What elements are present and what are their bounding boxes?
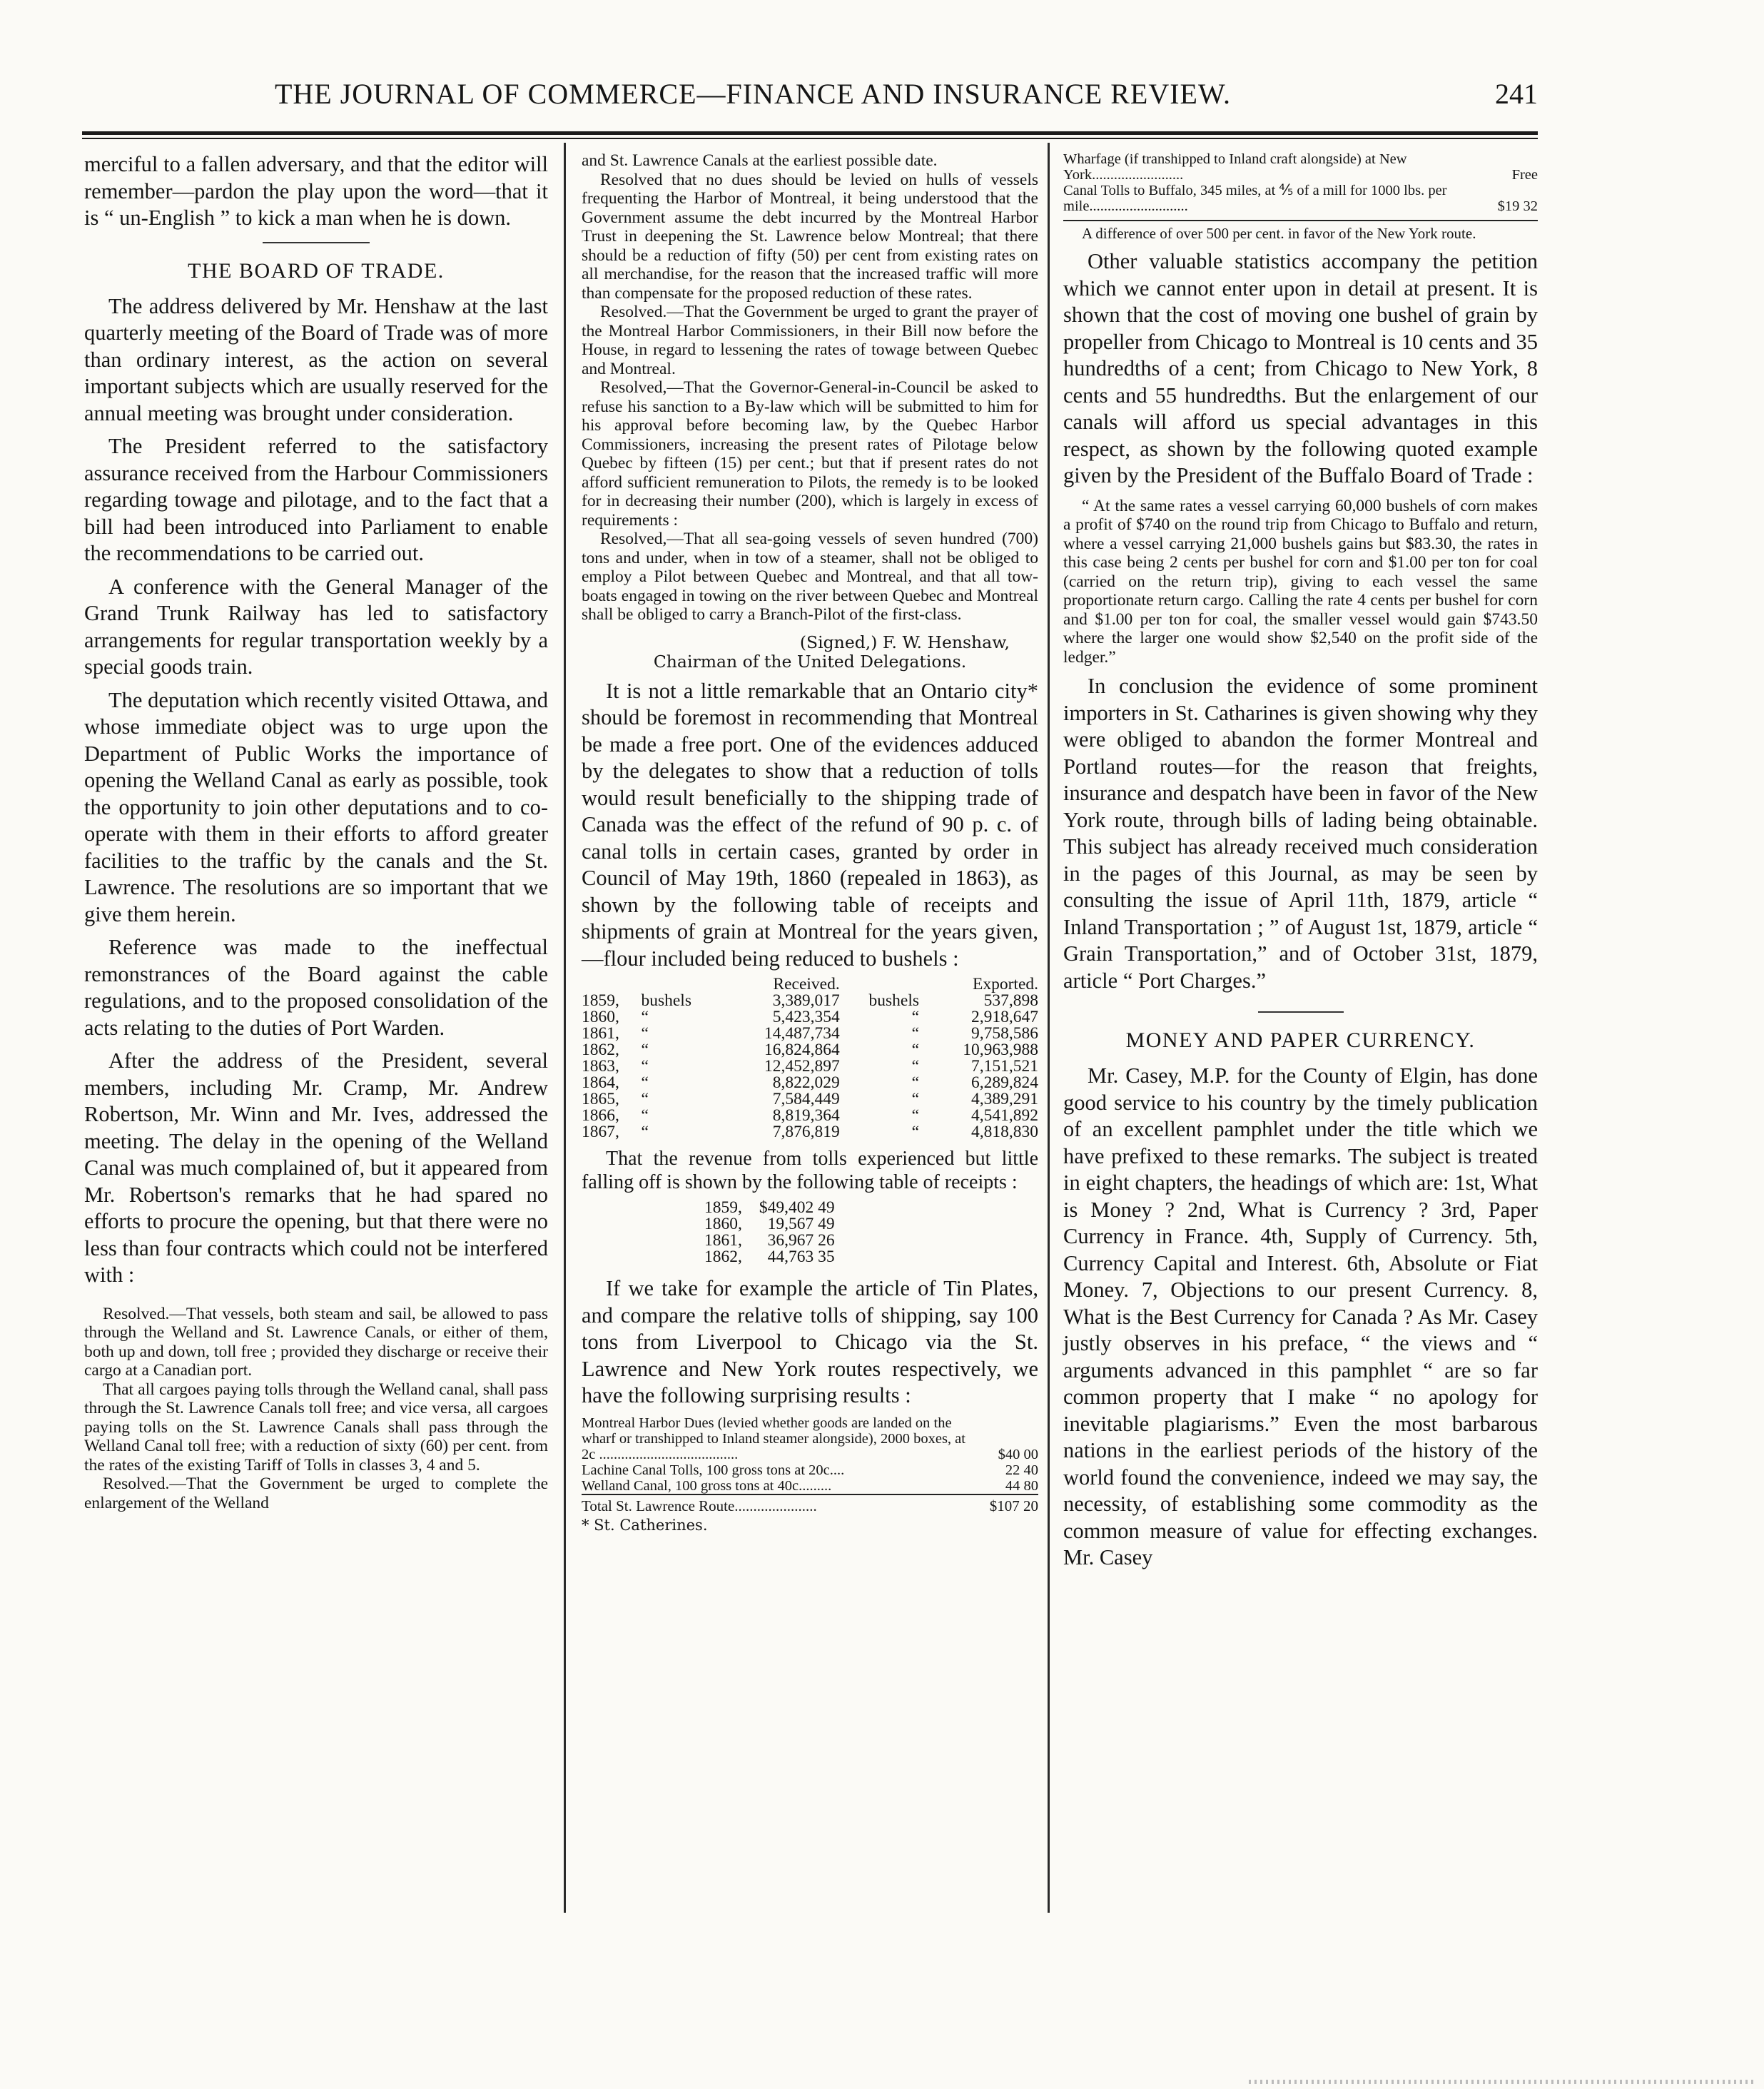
total-amount: $107 20 [974, 1494, 1038, 1514]
section-heading-board-of-trade: THE BOARD OF TRADE. [188, 258, 445, 283]
table-cell-amount: 44,763 35 [767, 1248, 835, 1266]
table-row [582, 1124, 1038, 1140]
table-cell-unit: “ [641, 1090, 649, 1108]
table-cell-unit2: “ [911, 1106, 920, 1125]
table-cell-unit: “ [641, 1073, 649, 1092]
table-cell-exported: 6,289,824 [971, 1073, 1038, 1092]
exported-header: Exported. [972, 975, 1038, 993]
table-row [696, 1200, 843, 1216]
table-cell-unit2: “ [911, 1073, 920, 1092]
column-divider-1 [564, 143, 566, 1913]
intro-paragraph: merciful to a fallen adversary, and that the editor will remember—pardon the play upon the word—that it is “ un-English ” to kick a man when he is down. [84, 152, 548, 230]
table-cell-year: 1864, [582, 1073, 619, 1092]
table-cell-amount: Free [1511, 167, 1538, 183]
table-cell-received: 12,452,897 [764, 1057, 840, 1076]
table-cell-amount: 19,567 49 [767, 1215, 835, 1233]
resolution: That all cargoes paying tolls through the Welland canal, shall pass through the St. Lawrence Canals toll free; and vice versa, all cargoes paying tolls on the St. Lawrence Canals shall pass through the Welland Canal toll free; with a reduction of sixty (60) per cent. from the rates of the existing Tariff of Tolls in classes 3, 4 and 5. [84, 1380, 548, 1475]
table-cell-item: Montreal Harbor Dues (levied whether goods are landed on the wharf or transhipped to Inland steamer alongside), 2000 boxes, at 2c ...................................... [582, 1415, 965, 1462]
table-cell-unit: “ [641, 1123, 649, 1141]
body-paragraph: It is not a little remarkable that an Ontario city* should be foremost in recommending that Montreal be made a free port. One of the evidences adduced by the delegates to show that a reduction of tolls would result beneficially to the shipping trade of Canada was the effect of the refund of 90 p. c. of canal tolls in certain cases, granted by order in Council of May 19th, 1860 (repealed in 1863), as shown by the following table of receipts and shipments of grain at Montreal for the years given,—flour included being reduced to bushels : [582, 678, 1038, 971]
body-paragraph: In conclusion the evidence of some prominent importers in St. Catharines is given showing why they were obliged to abandon the former Montreal and Portland routes—for the reason that freights, insurance and despatch have been in favor of the New York route, through bills of lading being obtainable. This subject has already received much consideration in the pages of this Journal, as may be seen by consulting the issue of April 11th, 1879, article “ Inland Transportation ; ” of August 1st, 1879, article “ Grain Transportation,” and of October 31st, 1879, article “ Port Charges.” [1063, 674, 1538, 993]
table-cell-received: 8,822,029 [772, 1073, 840, 1092]
body-paragraph: A conference with the General Manager of the Grand Trunk Railway has led to satisfactory arrangements for regular transportation weekly by a special goods train. [84, 574, 548, 679]
route-note: A difference of over 500 per cent. in favor of the New York route. [1082, 225, 1476, 242]
resolution: Resolved.—That the Government be urged to complete the enlargement of the Welland [84, 1475, 548, 1512]
table-cell-amount: 36,967 26 [767, 1231, 835, 1250]
body-paragraph: If we take for example the article of Tin Plates, and compare the relative tolls of shipping, say 100 tons from Liverpool to Chicago via the St. Lawrence and New York routes respectively, we have the following surprising results : [582, 1276, 1038, 1407]
section-separator [263, 242, 370, 243]
table-cell-amount: $49,402 49 [759, 1198, 835, 1217]
table-row [582, 1462, 1038, 1478]
table-cell-exported: 4,818,830 [971, 1123, 1038, 1141]
table-row [696, 1216, 843, 1233]
table-cell-unit: bushels [641, 991, 691, 1010]
footnote: * St. Catherines. [582, 1516, 708, 1534]
table-cell-year: 1861, [582, 1024, 619, 1043]
resolution: Resolved,—That the Governor-General-in-Council be asked to refuse his sanction to a By-law which will be submitted to him for his approval before becoming law, by the Quebec Harbor Commissioners, increasing the present rates of Pilotage below Quebec by fifteen (15) per cent.; but that if present rates do not afford sufficient remuneration to Pilots, the remedy is to be looked for in decreasing their number (200), which is largely in excess of requirements : [582, 378, 1038, 530]
table-cell-exported: 9,758,586 [971, 1024, 1038, 1043]
table-row [582, 1009, 1038, 1026]
table-cell-received: 7,584,449 [772, 1090, 840, 1108]
table-cell-exported: 7,151,521 [971, 1057, 1038, 1076]
section-heading-money-currency: MONEY AND PAPER CURRENCY. [1125, 1028, 1476, 1052]
table-cell-exported: 4,389,291 [971, 1090, 1038, 1108]
table-cell-unit: “ [641, 1008, 649, 1026]
tin-plates-table [582, 1415, 1038, 1514]
resolution: Resolved.—That vessels, both steam and sail, be allowed to pass through the Welland and St. Lawrence Canals, or either of them, both up and down, toll free ; provided they discharge or receive their cargo at a Canadian port. [84, 1304, 548, 1380]
resolution: and St. Lawrence Canals at the earliest possible date. [582, 151, 938, 170]
table-cell-exported: 537,898 [983, 991, 1038, 1010]
table-cell-unit: “ [641, 1041, 649, 1059]
page-header [82, 77, 1538, 120]
table-row [582, 1091, 1038, 1108]
table-cell-amount: $19 32 [1497, 198, 1538, 214]
page-number: 241 [1495, 78, 1538, 110]
header-rule-thin [82, 138, 1538, 139]
table-cell-unit2: “ [911, 1041, 920, 1059]
table-cell-item: Canal Tolls to Buffalo, 345 miles, at ⅘ of a mill for 1000 lbs. per mile........................... [1063, 183, 1447, 214]
table-cell-year: 1860, [704, 1215, 742, 1233]
resolution: Resolved.—That the Government be urged to grant the prayer of the Montreal Harbor Commissioners, in their Bill now before the House, in regard to lessening the rates of towage between Quebec and Montreal. [582, 303, 1038, 378]
table-row [582, 1415, 1038, 1462]
table-cell-exported: 10,963,988 [963, 1041, 1038, 1059]
table-row [582, 1075, 1038, 1091]
table-row [696, 1233, 843, 1249]
table-cell-received: 5,423,354 [772, 1008, 840, 1026]
table-row [1063, 151, 1538, 183]
table-row [582, 1108, 1038, 1124]
body-paragraph: That the revenue from tolls experienced but little falling off is shown by the following table of receipts : [582, 1148, 1038, 1193]
table-cell-amount: 22 40 [1005, 1462, 1038, 1478]
resolution: Resolved,—That all sea-going vessels of seven hundred (700) tons and under, when in tow of a steamer, shall not be obliged to employ a Pilot between Quebec and Montreal, and that all tow-boats engaged in towing on the river between Quebec and Montreal shall be obliged to carry a Branch-Pilot of the first-class. [582, 530, 1038, 624]
table-cell-amount: 44 80 [1005, 1477, 1038, 1494]
total-label: Total St. Lawrence Route...................... [582, 1494, 974, 1514]
table-cell-unit2: “ [911, 1008, 920, 1026]
table-cell-item: Wharfage (if transhipped to Inland craft alongside) at New York......................... [1063, 151, 1407, 183]
table-row [582, 993, 1038, 1009]
table-rule [1063, 220, 1538, 221]
table-cell-year: 1860, [582, 1008, 619, 1026]
table-cell-year: 1861, [704, 1231, 742, 1250]
body-paragraph: Other valuable statistics accompany the petition which we cannot enter upon in detail at present. It is shown that the cost of moving one bushel of grain by propeller from Chicago to Montreal is 10 cents and 35 hundredths of a cent; from Chicago to New York, 8 cents and 55 hundredths. But the enlargement of our canals will afford us special advantages in this respect, as shown by the following quoted example given by the President of the Buffalo Board of Trade : [1063, 249, 1538, 487]
table-cell-year: 1859, [704, 1198, 742, 1217]
signature-title: Chairman of the United Delegations. [653, 651, 967, 672]
table-cell-amount: $40 00 [998, 1446, 1038, 1462]
table-row [582, 1042, 1038, 1058]
column-1 [84, 151, 548, 1512]
journal-title: THE JOURNAL OF COMMERCE—FINANCE AND INSURANCE REVIEW. [274, 78, 1232, 110]
table-cell-year: 1859, [582, 991, 619, 1010]
table-cell-year: 1865, [582, 1090, 619, 1108]
body-paragraph: The President referred to the satisfactory assurance received from the Harbour Commissioners regarding towage and pilotage, and to the fact that a bill had been introduced into Parliament to enable the recommendations to be carried out. [84, 434, 548, 565]
table-cell-year: 1862, [704, 1248, 742, 1266]
table-row [582, 1026, 1038, 1042]
table-row [696, 1249, 843, 1265]
resolution: Resolved that no dues should be levied on hulls of vessels frequenting the Harbor of Montreal, it being understood that the Government assume the debt incurred by the Montreal Harbor Trust in deepening the St. Lawrence below Montreal; that there should be a reduction of fifty (50) per cent from existing rates on all merchandise, for the reason that the increased traffic will more than compensate for the proposed reduction of these rates. [582, 170, 1038, 303]
table-cell-received: 14,487,734 [764, 1024, 840, 1043]
table-cell-year: 1867, [582, 1123, 619, 1141]
quotation: “ At the same rates a vessel carrying 60,000 bushels of corn makes a profit of $740 on the round trip from Chicago to Buffalo and return, where a vessel carrying 21,000 bushels gains but $83.30, the rates in this case being 2 cents per bushel for corn and $1.00 per ton for coal (carried on the return trip), giving to each vessel the same proportionate return cargo. Calling the rate 4 cents per bushel for corn and $1.00 per ton for coal, the smaller vessel would gain $743.50 where the larger one would show $2,540 on the profit side of the ledger.” [1063, 496, 1538, 667]
table-cell-unit2: “ [911, 1090, 920, 1108]
table-cell-exported: 4,541,892 [971, 1106, 1038, 1125]
column-3 [1063, 151, 1538, 1572]
body-paragraph: After the address of the President, several members, including Mr. Cramp, Mr. Andrew Robertson, Mr. Winn and Mr. Ives, addressed the meeting. The delay in the opening of the Welland Canal was much complained of, but it appeared from Mr. Robertson's remarks that he had spared no efforts to procure the opening, but that there were no less than four contracts which could not be interfered with : [84, 1048, 548, 1287]
revenue-table [696, 1200, 843, 1265]
column-2 [582, 151, 1038, 1534]
table-cell-unit2: bushels [868, 991, 920, 1010]
body-paragraph: Reference was made to the ineffectual remonstrances of the Board against the cable regulations, and to the proposed consolidation of the acts relating to the duties of Port Warden. [84, 935, 548, 1040]
table-cell-year: 1862, [582, 1041, 619, 1059]
table-cell-unit: “ [641, 1057, 649, 1076]
section-separator [1258, 1011, 1344, 1013]
table-row [582, 1478, 1038, 1494]
grain-trade-table [582, 976, 1038, 1140]
table-cell-unit2: “ [911, 1024, 920, 1043]
scan-noise [0, 2060, 1764, 2089]
table-row [1063, 183, 1538, 214]
received-header: Received. [773, 975, 840, 993]
table-cell-unit: “ [641, 1024, 649, 1043]
body-paragraph: The deputation which recently visited Ottawa, and whose immediate object was to urge upon the Department of Public Works the importance of opening the Welland Canal as early as possible, took the opportunity to join other deputations and to co-operate with them in their efforts to afford greater facilities to the traffic by the canals and the St. Lawrence. The resolutions are so important that we give them herein. [84, 687, 548, 926]
table-cell-year: 1866, [582, 1106, 619, 1125]
table-row [582, 1058, 1038, 1075]
column-divider-2 [1048, 143, 1050, 1913]
body-paragraph: Mr. Casey, M.P. for the County of Elgin, has done good service to his country by the timely publication of an excellent pamphlet under the title which we have prefixed to these remarks. The subject is treated in eight chapters, the headings of which are: 1st, What is Money ? 2nd, What is Currency ? 3rd, Paper Currency in France. 4th, Supply of Currency. 5th, Currency Capital and Interest. 6th, Absolute or Fiat Money. 7, Objections to our present Currency. 8, What is the Best Currency for Canada ? As Mr. Casey justly observes in his preface, “ the views and “ arguments advanced in this pamphlet “ are so far common property that I make “ no apology for inevitable plagiarisms.” Even the most barbarous nations in the earliest periods of the history of the world found the convenience, indeed we may say, the necessity, of establishing some commodity as the common measure of value for effecting exchanges. Mr. Casey [1063, 1063, 1538, 1569]
table-cell-unit2: “ [911, 1123, 920, 1141]
table-row [582, 1494, 1038, 1514]
header-rule-thick [82, 131, 1538, 135]
table-cell-received: 16,824,864 [764, 1041, 840, 1059]
table-cell-unit: “ [641, 1106, 649, 1125]
table-cell-item: Welland Canal, 100 gross tons at 40c......... [582, 1477, 832, 1494]
table-cell-year: 1863, [582, 1057, 619, 1076]
table-cell-received: 8,819,364 [772, 1106, 840, 1125]
table-cell-unit2: “ [911, 1057, 920, 1076]
new-york-route-table [1063, 151, 1538, 214]
signature: (Signed,) F. W. Henshaw, [799, 632, 1010, 652]
table-cell-item: Lachine Canal Tolls, 100 gross tons at 20c.... [582, 1462, 845, 1478]
table-cell-received: 7,876,819 [772, 1123, 840, 1141]
body-paragraph: The address delivered by Mr. Henshaw at the last quarterly meeting of the Board of Trade was of more than ordinary interest, as the action on several important subjects which are usually reserved for the annual meeting was brought under consideration. [84, 293, 548, 425]
table-cell-received: 3,389,017 [772, 991, 840, 1010]
table-cell-exported: 2,918,647 [971, 1008, 1038, 1026]
